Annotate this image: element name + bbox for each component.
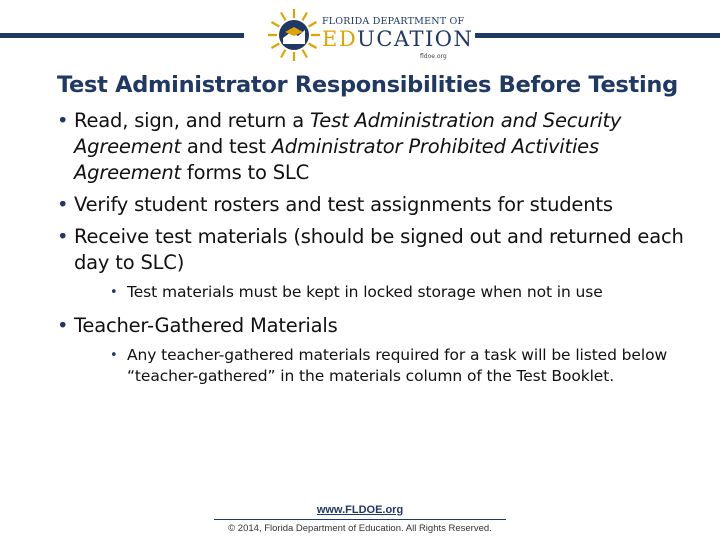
bullet-text: forms to SLC — [180, 161, 309, 184]
fldoe-logo — [262, 6, 474, 66]
bullet-text: Verify student rosters and test assignments for students — [74, 193, 613, 216]
bullet-dot-icon: • — [57, 225, 69, 248]
bullet-text: Teacher-Gathered Materials — [74, 314, 338, 337]
bullet-text: Read, sign, and return a — [74, 109, 310, 132]
sub-bullet-dot-icon: • — [110, 348, 118, 363]
bullet-italic-text: Test Administration and Security Agreement — [74, 109, 622, 158]
bullet-item — [57, 224, 697, 276]
sub-bullet-dot-icon: • — [110, 285, 118, 300]
sub-bullet-text: Any teacher-gathered materials required for a task will be listed below “teacher-gathered” in the materials column of the Test Booklet. — [127, 346, 668, 385]
sub-bullet-item — [110, 345, 697, 387]
bullet-dot-icon: • — [57, 314, 69, 337]
bullet-text: Receive test materials (should be signed out and returned each day to SLC) — [74, 225, 684, 274]
logo-education-part2: UCATION — [357, 27, 474, 51]
copyright-notice: © 2014, Florida Department of Education. All Rights Reserved. — [228, 523, 492, 534]
bullet-text: and test — [180, 135, 272, 158]
bullet-italic-text: Administrator Prohibited Activities Agreement — [74, 135, 599, 184]
slide-title: Test Administrator Responsibilities Before Testing — [57, 72, 678, 98]
florida-sun-emblem-icon — [267, 8, 321, 62]
bullet-list — [57, 108, 697, 397]
logo-education-part1: ED — [322, 27, 358, 51]
bullet-item — [57, 108, 697, 186]
sub-bullet-text: Test materials must be kept in locked storage when not in use — [127, 283, 603, 301]
bullet-dot-icon: • — [57, 193, 69, 216]
fldoe-website-link[interactable]: www.FLDOE.org — [316, 504, 404, 516]
header-rule-right — [475, 33, 720, 38]
bullet-dot-icon: • — [57, 109, 69, 132]
bullet-item — [57, 313, 697, 339]
logo-org-line: FLORIDA DEPARTMENT OF — [322, 16, 465, 27]
header-rule-left — [0, 33, 244, 38]
logo-education-line — [322, 27, 473, 51]
sub-bullet-item — [110, 282, 697, 303]
bullet-item — [57, 192, 697, 218]
footer-divider — [214, 519, 506, 520]
logo-website: fldoe.org — [420, 53, 447, 60]
